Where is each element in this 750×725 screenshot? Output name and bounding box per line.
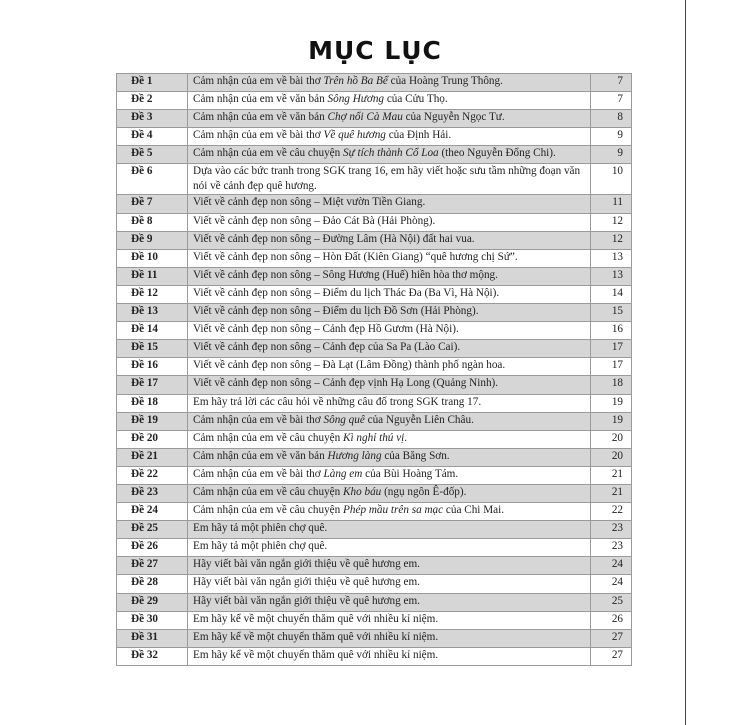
entry-description: [188, 484, 591, 502]
entry-text: Cảm nhận của em về bài thơ: [193, 75, 324, 87]
entry-number: Đề 1: [117, 74, 188, 92]
work-title: Sông Hương: [327, 93, 385, 106]
work-title: Hương làng: [327, 449, 382, 462]
page-number: 9: [591, 128, 632, 146]
toc-row: [117, 503, 632, 521]
toc-row: [117, 74, 632, 92]
entry-number: Đề 11: [117, 267, 188, 285]
entry-text: của Bùi Hoàng Tám.: [362, 467, 459, 480]
page-edge-rule: [685, 0, 686, 725]
toc-row: [117, 484, 632, 502]
entry-text: .: [404, 431, 408, 444]
entry-text: của Hoàng Trung Thông.: [387, 75, 503, 87]
entry-number: Đề 2: [117, 92, 188, 110]
entry-description: [188, 74, 591, 92]
entry-description: [188, 267, 591, 285]
entry-number: Đề 8: [117, 213, 188, 231]
entry-description: [188, 358, 591, 376]
page-number: 15: [591, 304, 632, 322]
entry-text: Cảm nhận của em về văn bản: [193, 449, 328, 462]
entry-text: của Cửu Thọ.: [384, 93, 448, 106]
entry-description: [188, 521, 591, 539]
entry-number: Đề 17: [117, 376, 188, 394]
entry-number: Đề 20: [117, 430, 188, 448]
entry-description: [188, 412, 591, 430]
entry-text: Cảm nhận của em về bài thơ: [193, 413, 324, 426]
entry-text: (theo Nguyễn Đổng Chi).: [438, 147, 556, 160]
entry-text: của Định Hải.: [385, 129, 452, 142]
entry-text: của Băng Sơn.: [381, 449, 450, 462]
entry-number: Đề 21: [117, 448, 188, 466]
entry-description: [188, 448, 591, 466]
page-number: 7: [591, 92, 632, 110]
page-number: 21: [591, 466, 632, 484]
page-number: 12: [591, 231, 632, 249]
work-title: Làng em: [323, 467, 363, 480]
entry-description: [188, 539, 591, 557]
page-number: 17: [591, 358, 632, 376]
entry-text: Cảm nhận của em về bài thơ: [193, 467, 324, 480]
entry-description: [188, 164, 591, 195]
entry-description: [188, 575, 591, 593]
page-number: 24: [591, 557, 632, 575]
entry-description: [188, 249, 591, 267]
entry-number: Đề 10: [117, 249, 188, 267]
entry-description: [188, 503, 591, 521]
entry-text: Cảm nhận của em về bài thơ: [193, 129, 324, 142]
entry-number: Đề 7: [117, 195, 188, 213]
page-number: 20: [591, 448, 632, 466]
entry-text: Hãy viết bài văn ngắn giới thiệu về quê hương em.: [193, 558, 420, 571]
toc-row: [117, 267, 632, 285]
toc-row: [117, 213, 632, 231]
entry-text: Viết về cảnh đẹp non sông – Miệt vườn Tiền Giang.: [193, 196, 426, 209]
entry-text: Hãy viết bài văn ngắn giới thiệu về quê hương em.: [193, 576, 420, 589]
entry-number: Đề 13: [117, 304, 188, 322]
entry-number: Đề 26: [117, 539, 188, 557]
entry-number: Đề 27: [117, 557, 188, 575]
page-number: 16: [591, 322, 632, 340]
toc-row: [117, 629, 632, 647]
page-number: 27: [591, 647, 632, 665]
entry-description: [188, 322, 591, 340]
toc-row: [117, 322, 632, 340]
toc-row: [117, 376, 632, 394]
entry-text: Cảm nhận của em về câu chuyện: [193, 147, 344, 160]
entry-text: Viết về cảnh đẹp non sông – Đường Lâm (Hà Nội) đất hai vua.: [193, 232, 475, 245]
page-number: 23: [591, 521, 632, 539]
toc-row: [117, 146, 632, 164]
page-number: 8: [591, 110, 632, 128]
entry-description: [188, 110, 591, 128]
work-title: Sông quê: [323, 413, 365, 426]
page-number: 17: [591, 340, 632, 358]
entry-description: [188, 340, 591, 358]
entry-number: Đề 28: [117, 575, 188, 593]
entry-number: Đề 12: [117, 285, 188, 303]
entry-text: Viết về cảnh đẹp non sông – Cảnh đẹp vịnh Hạ Long (Quảng Ninh).: [193, 377, 499, 390]
entry-number: Đề 24: [117, 503, 188, 521]
page-number: 10: [591, 164, 632, 195]
entry-text: Em hãy tả một phiên chợ quê.: [193, 522, 328, 535]
entry-number: Đề 32: [117, 647, 188, 665]
toc-row: [117, 231, 632, 249]
entry-description: [188, 304, 591, 322]
work-title: Kì nghỉ thú vị: [343, 431, 405, 444]
entry-number: Đề 16: [117, 358, 188, 376]
page-number: 9: [591, 146, 632, 164]
entry-description: [188, 146, 591, 164]
entry-text: Em hãy kể về một chuyến thăm quê với nhiều kỉ niệm.: [193, 630, 439, 643]
entry-description: [188, 195, 591, 213]
page-number: 13: [591, 249, 632, 267]
entry-description: [188, 394, 591, 412]
toc-row: [117, 539, 632, 557]
page-number: 23: [591, 539, 632, 557]
entry-number: Đề 3: [117, 110, 188, 128]
entry-text: Cảm nhận của em về văn bản: [193, 111, 328, 124]
entry-text: Viết về cảnh đẹp non sông – Đảo Cát Bà (Hải Phòng).: [193, 214, 436, 227]
entry-description: [188, 231, 591, 249]
page-number: 12: [591, 213, 632, 231]
work-title: Sự tích thành Cổ Loa: [343, 147, 439, 160]
entry-description: [188, 92, 591, 110]
entry-description: [188, 128, 591, 146]
entry-text: Viết về cảnh đẹp non sông – Điểm du lịch Đồ Sơn (Hải Phòng).: [193, 305, 479, 318]
toc-row: [117, 593, 632, 611]
entry-number: Đề 29: [117, 593, 188, 611]
toc-row: [117, 412, 632, 430]
toc-body: [117, 74, 632, 666]
entry-number: Đề 4: [117, 128, 188, 146]
entry-number: Đề 9: [117, 231, 188, 249]
entry-text: Viết về cảnh đẹp non sông – Điểm du lịch Thác Đa (Ba Vì, Hà Nội).: [193, 286, 500, 299]
page-number: 24: [591, 575, 632, 593]
entry-description: [188, 285, 591, 303]
page-number: 27: [591, 629, 632, 647]
page-number: 26: [591, 611, 632, 629]
toc-row: [117, 521, 632, 539]
work-title: Trên hồ Ba Bể: [323, 75, 388, 87]
toc-row: [117, 164, 632, 195]
entry-number: Đề 14: [117, 322, 188, 340]
toc-row: [117, 430, 632, 448]
table-of-contents: [116, 73, 632, 666]
entry-number: Đề 18: [117, 394, 188, 412]
toc-row: [117, 466, 632, 484]
entry-description: [188, 376, 591, 394]
entry-text: Dựa vào các bức tranh trong SGK trang 16, em hãy viết hoặc sưu tầm những đoạn văn nói về cảnh đẹp quê hương.: [193, 165, 581, 193]
entry-text: Hãy viết bài văn ngắn giới thiệu về quê hương em.: [193, 594, 420, 607]
toc-row: [117, 304, 632, 322]
toc-row: [117, 358, 632, 376]
work-title: Về quê hương: [323, 129, 386, 142]
entry-text: Viết về cảnh đẹp non sông – Sông Hương (Huế) hiền hòa thơ mộng.: [193, 268, 498, 281]
entry-description: [188, 430, 591, 448]
toc-row: [117, 575, 632, 593]
page-number: 14: [591, 285, 632, 303]
toc-row: [117, 92, 632, 110]
entry-text: Viết về cảnh đẹp non sông – Hòn Đất (Kiên Giang) “quê hương chị Sứ”.: [193, 250, 518, 263]
page-number: 19: [591, 394, 632, 412]
toc-row: [117, 394, 632, 412]
entry-text: Cảm nhận của em về câu chuyện: [193, 504, 344, 517]
entry-text: Em hãy kể về một chuyến thăm quê với nhiều kỉ niệm.: [193, 648, 439, 661]
page-number: 13: [591, 267, 632, 285]
entry-description: [188, 629, 591, 647]
work-title: Kho báu: [343, 485, 382, 498]
entry-text: Em hãy kể về một chuyến thăm quê với nhiều kỉ niệm.: [193, 612, 439, 625]
entry-text: của Chi Mai.: [443, 504, 505, 517]
entry-number: Đề 15: [117, 340, 188, 358]
entry-text: Em hãy tả một phiên chợ quê.: [193, 540, 328, 553]
work-title: Chợ nổi Cà Mau: [327, 111, 403, 124]
entry-number: Đề 25: [117, 521, 188, 539]
toc-row: [117, 128, 632, 146]
page-number: 11: [591, 195, 632, 213]
entry-description: [188, 466, 591, 484]
page-number: 18: [591, 376, 632, 394]
page-number: 25: [591, 593, 632, 611]
toc-row: [117, 249, 632, 267]
page-number: 20: [591, 430, 632, 448]
entry-number: Đề 5: [117, 146, 188, 164]
page-title: MỤC LỤC: [308, 36, 442, 65]
page-number: 22: [591, 503, 632, 521]
toc-row: [117, 611, 632, 629]
entry-number: Đề 22: [117, 466, 188, 484]
entry-description: [188, 593, 591, 611]
toc-row: [117, 557, 632, 575]
entry-number: Đề 31: [117, 629, 188, 647]
page-number: 19: [591, 412, 632, 430]
toc-row: [117, 448, 632, 466]
entry-text: Cảm nhận của em về văn bản: [193, 93, 328, 106]
entry-number: Đề 23: [117, 484, 188, 502]
entry-text: của Nguyễn Liên Châu.: [364, 413, 474, 426]
toc-row: [117, 285, 632, 303]
entry-text: Cảm nhận của em về câu chuyện: [193, 431, 344, 444]
entry-description: [188, 611, 591, 629]
entry-text: Viết về cảnh đẹp non sông – Đà Lạt (Lâm Đồng) thành phố ngàn hoa.: [193, 359, 506, 372]
work-title: Phép mầu trên sa mạc: [343, 504, 444, 517]
toc-row: [117, 340, 632, 358]
entry-number: Đề 6: [117, 164, 188, 195]
entry-text: Em hãy trả lời các câu hỏi về những câu đố trong SGK trang 17.: [193, 395, 482, 408]
entry-number: Đề 30: [117, 611, 188, 629]
entry-number: Đề 19: [117, 412, 188, 430]
entry-description: [188, 557, 591, 575]
entry-text: (ngụ ngôn Ê-đốp).: [381, 485, 467, 498]
entry-text: Viết về cảnh đẹp non sông – Cảnh đẹp Hồ Gươm (Hà Nội).: [193, 323, 459, 336]
page-number: 7: [591, 74, 632, 92]
page-number: 21: [591, 484, 632, 502]
entry-text: của Nguyễn Ngọc Tư.: [402, 111, 505, 124]
toc-row: [117, 647, 632, 665]
toc-row: [117, 110, 632, 128]
entry-description: [188, 647, 591, 665]
toc-row: [117, 195, 632, 213]
entry-description: [188, 213, 591, 231]
entry-text: Viết về cảnh đẹp non sông – Cảnh đẹp của Sa Pa (Lào Cai).: [193, 341, 461, 354]
entry-text: Cảm nhận của em về câu chuyện: [193, 485, 344, 498]
